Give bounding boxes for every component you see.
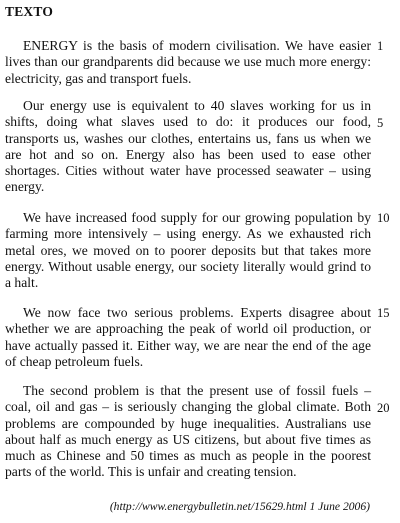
line-number-20: 20 [377,401,390,415]
line-number-1: 1 [377,39,384,53]
line-number-5: 5 [377,116,384,130]
paragraph-3: We have increased food supply for our growing population by farming more intensively – using energy. As we exhausted rich metal ores, we moved on to poorer deposits but that takes more energy. Without usable energy, our society literally would grind to a halt. [5,210,371,291]
line-number-10: 10 [377,211,390,225]
document-title: TEXTO [5,4,54,19]
paragraph-1: ENERGY is the basis of modern civilisation. We have easier lives than our grandparents did because we use much more energy: electricity, gas and transport fuels. [5,38,371,86]
paragraph-5: The second problem is that the present use of fossil fuels – coal, oil and gas – is seriously changing the global climate. Both problems are compounded by huge inequalities. Australians use about half as much energy as US citizens, but about five times as much as Chinese and 50 times as much as people in the poorest parts of the world. This is unfair and creating tension. [5,383,371,480]
paragraph-4: We now face two serious problems. Experts disagree about whether we are approaching the peak of world oil production, or have actually passed it. Either way, we are near the end of the age of cheap petroleum fuels. [5,305,371,369]
source-citation: (http://www.energybulletin.net/15629.html 1 June 2006) [109,500,370,513]
line-number-15: 15 [377,306,390,320]
paragraph-2: Our energy use is equivalent to 40 slaves working for us in shifts, doing what slaves used to do: it produces our food, transports us, washes our clothes, entertains us, fans us when we are hot and so on. Energy also has been used to ease other shortages. Cities without water have processed seawater – using energy. [5,98,371,195]
